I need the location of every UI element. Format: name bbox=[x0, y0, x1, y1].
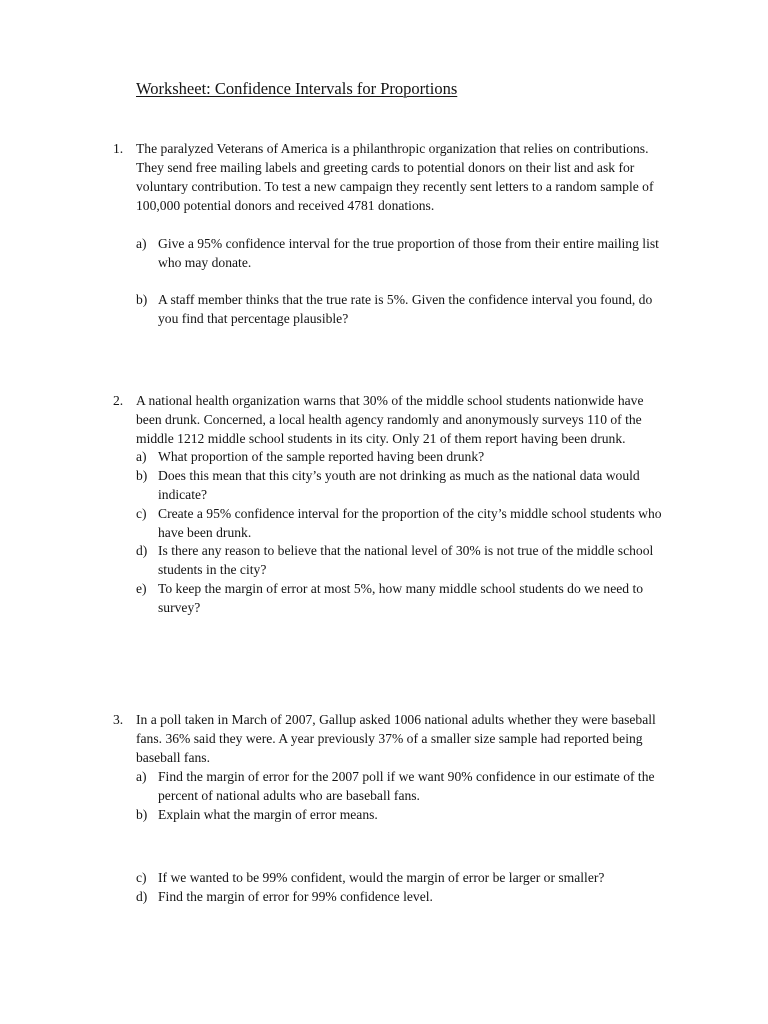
question-1b-text-line-2: you find that percentage plausible? bbox=[158, 311, 349, 326]
question-3d-label: d) bbox=[136, 889, 148, 904]
question-3d-text-line-1: Find the margin of error for 99% confidence level. bbox=[158, 889, 433, 904]
question-2-text-line-2: been drunk. Concerned, a local health agency randomly and anonymously surveys 110 of the bbox=[136, 412, 642, 427]
question-2e-text-line-1: To keep the margin of error at most 5%, how many middle school students do we need to bbox=[158, 581, 644, 596]
question-1-text-line-3: voluntary contribution. To test a new campaign they recently sent letters to a random sample of bbox=[136, 179, 654, 194]
question-2e-label: e) bbox=[136, 581, 147, 596]
question-2-text-line-3: middle 1212 middle school students in its city. Only 21 of them report having been drunk. bbox=[136, 431, 626, 446]
question-1a-text-line-1: Give a 95% confidence interval for the true proportion of those from their entire mailing list bbox=[158, 236, 659, 251]
question-3a-text-line-1: Find the margin of error for the 2007 poll if we want 90% confidence in our estimate of the bbox=[158, 769, 655, 784]
question-3-text-line-1: In a poll taken in March of 2007, Gallup asked 1006 national adults whether they were baseball bbox=[136, 712, 656, 727]
question-3a-text-line-2: percent of national adults who are baseball fans. bbox=[158, 788, 420, 803]
question-3a-label: a) bbox=[136, 769, 147, 784]
question-2-number: 2. bbox=[113, 393, 124, 408]
question-1-number: 1. bbox=[113, 141, 124, 156]
question-3c-text-line-1: If we wanted to be 99% confident, would the margin of error be larger or smaller? bbox=[158, 870, 605, 885]
question-1-text-line-4: 100,000 potential donors and received 4781 donations. bbox=[136, 198, 435, 213]
question-3b-label: b) bbox=[136, 807, 148, 822]
question-2d-text-line-1: Is there any reason to believe that the national level of 30% is not true of the middle school bbox=[158, 543, 654, 558]
question-2c-text-line-2: have been drunk. bbox=[158, 525, 252, 540]
question-1b-text-line-1: A staff member thinks that the true rate is 5%. Given the confidence interval you found, do bbox=[158, 292, 653, 307]
question-2c-label: c) bbox=[136, 506, 147, 521]
question-2-text-line-1: A national health organization warns that 30% of the middle school students nationwide have bbox=[136, 393, 644, 408]
question-3-text-line-3: baseball fans. bbox=[136, 750, 210, 765]
question-3-text-line-2: fans. 36% said they were. A year previously 37% of a smaller size sample had reported being bbox=[136, 731, 643, 746]
question-3-number: 3. bbox=[113, 712, 124, 727]
question-2b-label: b) bbox=[136, 468, 148, 483]
question-2a-text-line-1: What proportion of the sample reported having been drunk? bbox=[158, 449, 485, 464]
question-2d-text-line-2: students in the city? bbox=[158, 562, 267, 577]
question-3c-label: c) bbox=[136, 870, 147, 885]
question-2b-text-line-1: Does this mean that this city’s youth are not drinking as much as the national data would bbox=[158, 468, 640, 483]
question-1a-label: a) bbox=[136, 236, 147, 251]
question-2e-text-line-2: survey? bbox=[158, 600, 201, 615]
question-2d-label: d) bbox=[136, 543, 148, 558]
question-1b-label: b) bbox=[136, 292, 148, 307]
question-2b-text-line-2: indicate? bbox=[158, 487, 208, 502]
question-1a-text-line-2: who may donate. bbox=[158, 255, 252, 270]
question-1-text-line-2: They send free mailing labels and greeting cards to potential donors on their list and ask for bbox=[136, 160, 635, 175]
question-2a-label: a) bbox=[136, 449, 147, 464]
question-1-text-line-1: The paralyzed Veterans of America is a philanthropic organization that relies on contributions. bbox=[136, 141, 649, 156]
question-3b-text-line-1: Explain what the margin of error means. bbox=[158, 807, 378, 822]
page-title: Worksheet: Confidence Intervals for Proportions bbox=[136, 79, 458, 98]
question-2c-text-line-1: Create a 95% confidence interval for the proportion of the city’s middle school students who bbox=[158, 506, 662, 521]
